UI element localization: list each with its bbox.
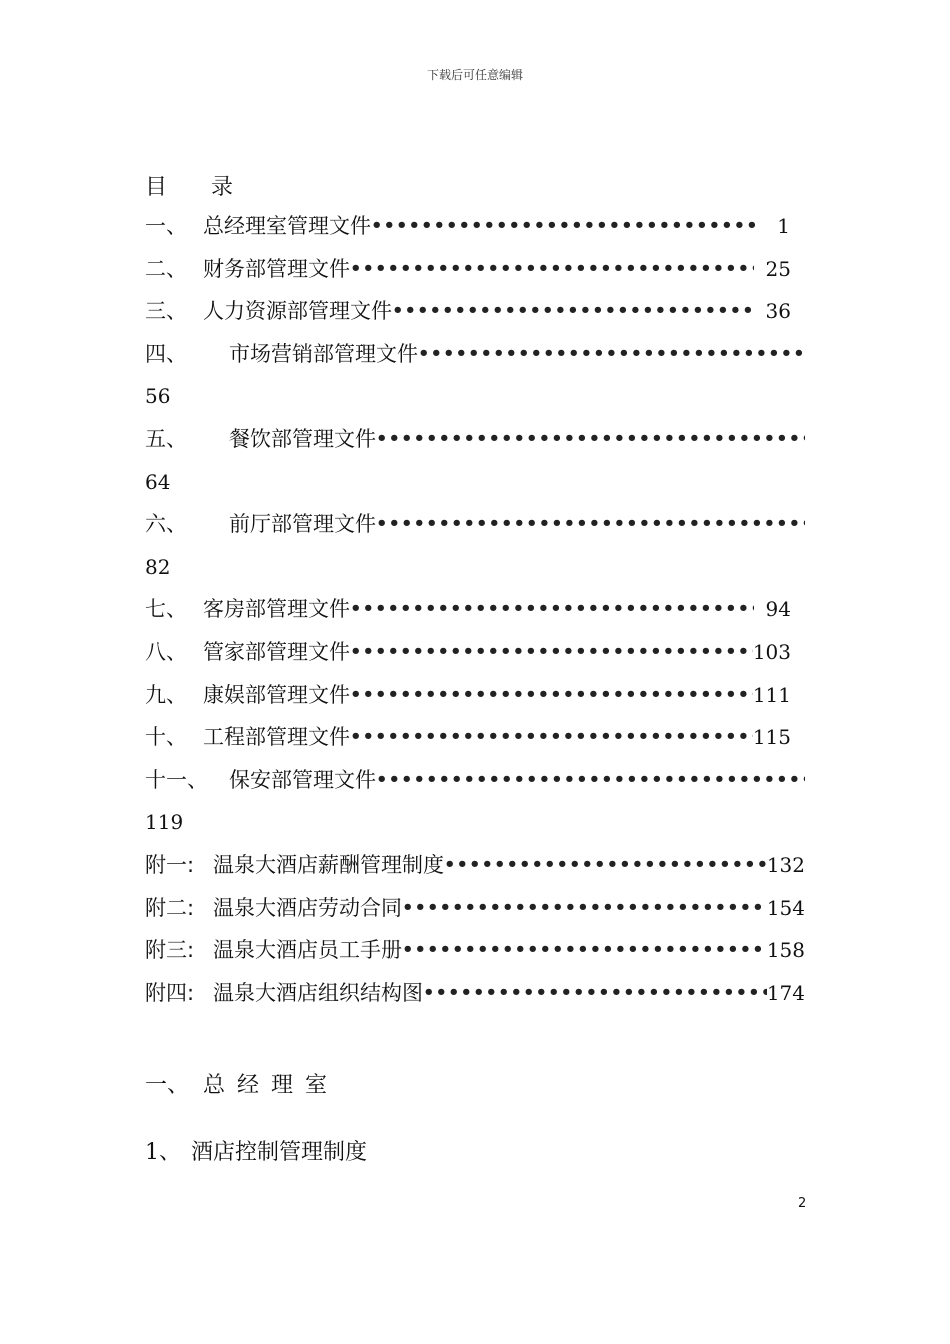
- toc-entry[interactable]: [145, 418, 805, 461]
- toc-entry[interactable]: [145, 248, 791, 291]
- toc-entry-title: 餐饮部管理文件: [229, 426, 376, 451]
- toc-entry-page: 111: [752, 682, 791, 707]
- toc-entry-number: 附一:: [145, 852, 195, 877]
- toc-leader-dots: [350, 588, 754, 631]
- toc-entry-number: 九、: [145, 682, 187, 707]
- section-number: 一、: [145, 1073, 190, 1098]
- toc-leader-dots: [402, 887, 767, 930]
- toc-entry-page: 132: [766, 852, 805, 877]
- toc-entry-title: 温泉大酒店劳动合同: [213, 895, 402, 920]
- toc-leader-dots: [402, 929, 767, 972]
- toc-entry-title: 人力资源部管理文件: [203, 299, 392, 324]
- page-header: 下载后可任意编辑: [426, 68, 523, 82]
- toc-entry[interactable]: [145, 716, 791, 759]
- toc-entry[interactable]: [145, 674, 791, 717]
- toc-entry-number: 十一、: [145, 767, 208, 792]
- section-heading: [145, 1068, 339, 1099]
- toc-leader-dots: [350, 631, 753, 674]
- toc-entry-page: 64: [145, 469, 171, 494]
- subsection-number: 1、: [145, 1140, 181, 1165]
- section-title: 总经理室: [203, 1073, 340, 1098]
- toc-leader-dots: [350, 248, 754, 291]
- toc-entry[interactable]: [145, 290, 791, 333]
- toc-entry[interactable]: [145, 503, 805, 546]
- toc-entry[interactable]: [145, 205, 790, 248]
- toc-entry-title: 康娱部管理文件: [203, 682, 350, 707]
- toc-leader-dots: [392, 290, 754, 333]
- page-number: 2: [798, 1196, 807, 1211]
- toc-entry-page: 1: [777, 214, 790, 238]
- toc-entry-number: 七、: [145, 597, 187, 622]
- toc-entry-number: 二、: [145, 256, 187, 281]
- toc-entry-title: 保安部管理文件: [229, 767, 376, 792]
- toc-leader-dots: [376, 418, 805, 461]
- toc-entry-number: 六、: [145, 512, 187, 537]
- toc-entry[interactable]: [145, 333, 805, 376]
- toc-entry-title: 温泉大酒店员工手册: [213, 938, 402, 963]
- toc-entry-number: 五、: [145, 426, 187, 451]
- toc-entry-page: 36: [765, 299, 791, 324]
- toc-entry[interactable]: [145, 844, 805, 887]
- toc-entry-number: 附二:: [145, 895, 195, 920]
- subsection-title: 酒店控制管理制度: [191, 1140, 368, 1165]
- toc-leader-dots: [444, 844, 767, 887]
- toc-entry-number: 四、: [145, 341, 187, 366]
- toc-entry-page: 25: [765, 256, 791, 281]
- toc-entry[interactable]: [145, 972, 805, 1015]
- toc-entry-page: 119: [145, 810, 184, 835]
- toc-entry-page: 103: [752, 639, 791, 664]
- toc-entry-title: 温泉大酒店薪酬管理制度: [213, 852, 444, 877]
- toc-entry-title: 财务部管理文件: [203, 256, 350, 281]
- toc-title: [145, 170, 233, 201]
- toc-entry[interactable]: [145, 631, 791, 674]
- toc-entry-title: 工程部管理文件: [203, 725, 350, 750]
- toc-entry-page: 94: [765, 597, 791, 622]
- toc-entry[interactable]: [145, 887, 805, 930]
- toc-entry-number: 附三:: [145, 938, 195, 963]
- toc-entry-title: 市场营销部管理文件: [229, 341, 418, 366]
- toc-entry-page: 56: [145, 384, 171, 409]
- toc-entry-title: 总经理室管理文件: [203, 214, 371, 238]
- table-of-contents: [145, 205, 805, 1014]
- toc-entry[interactable]: [145, 588, 791, 631]
- toc-leader-dots: [371, 205, 756, 248]
- toc-entry[interactable]: [145, 929, 805, 972]
- toc-entry-number: 十、: [145, 725, 187, 750]
- toc-entry-number: 八、: [145, 639, 187, 664]
- toc-entry-page: 82: [145, 554, 171, 579]
- toc-entry-title: 客房部管理文件: [203, 597, 350, 622]
- toc-leader-dots: [418, 333, 805, 376]
- toc-title-part-1: 目: [145, 175, 168, 200]
- subsection-heading: [145, 1135, 367, 1166]
- toc-entry-title: 前厅部管理文件: [229, 512, 376, 537]
- toc-title-part-2: 录: [211, 175, 234, 200]
- toc-entry-page: 174: [766, 980, 805, 1005]
- toc-entry-page: 115: [752, 725, 791, 750]
- toc-leader-dots: [423, 972, 767, 1015]
- toc-entry-number: 附四:: [145, 980, 195, 1005]
- toc-leader-dots: [350, 716, 753, 759]
- toc-entry-page: 154: [766, 895, 805, 920]
- toc-entry[interactable]: [145, 759, 805, 802]
- toc-entry-number: 三、: [145, 299, 187, 324]
- toc-leader-dots: [350, 674, 753, 717]
- toc-entry-number: 一、: [145, 214, 187, 238]
- toc-leader-dots: [376, 759, 805, 802]
- toc-entry-title: 管家部管理文件: [203, 639, 350, 664]
- toc-leader-dots: [376, 503, 805, 546]
- toc-entry-page: 158: [766, 938, 805, 963]
- toc-entry-title: 温泉大酒店组织结构图: [213, 980, 423, 1005]
